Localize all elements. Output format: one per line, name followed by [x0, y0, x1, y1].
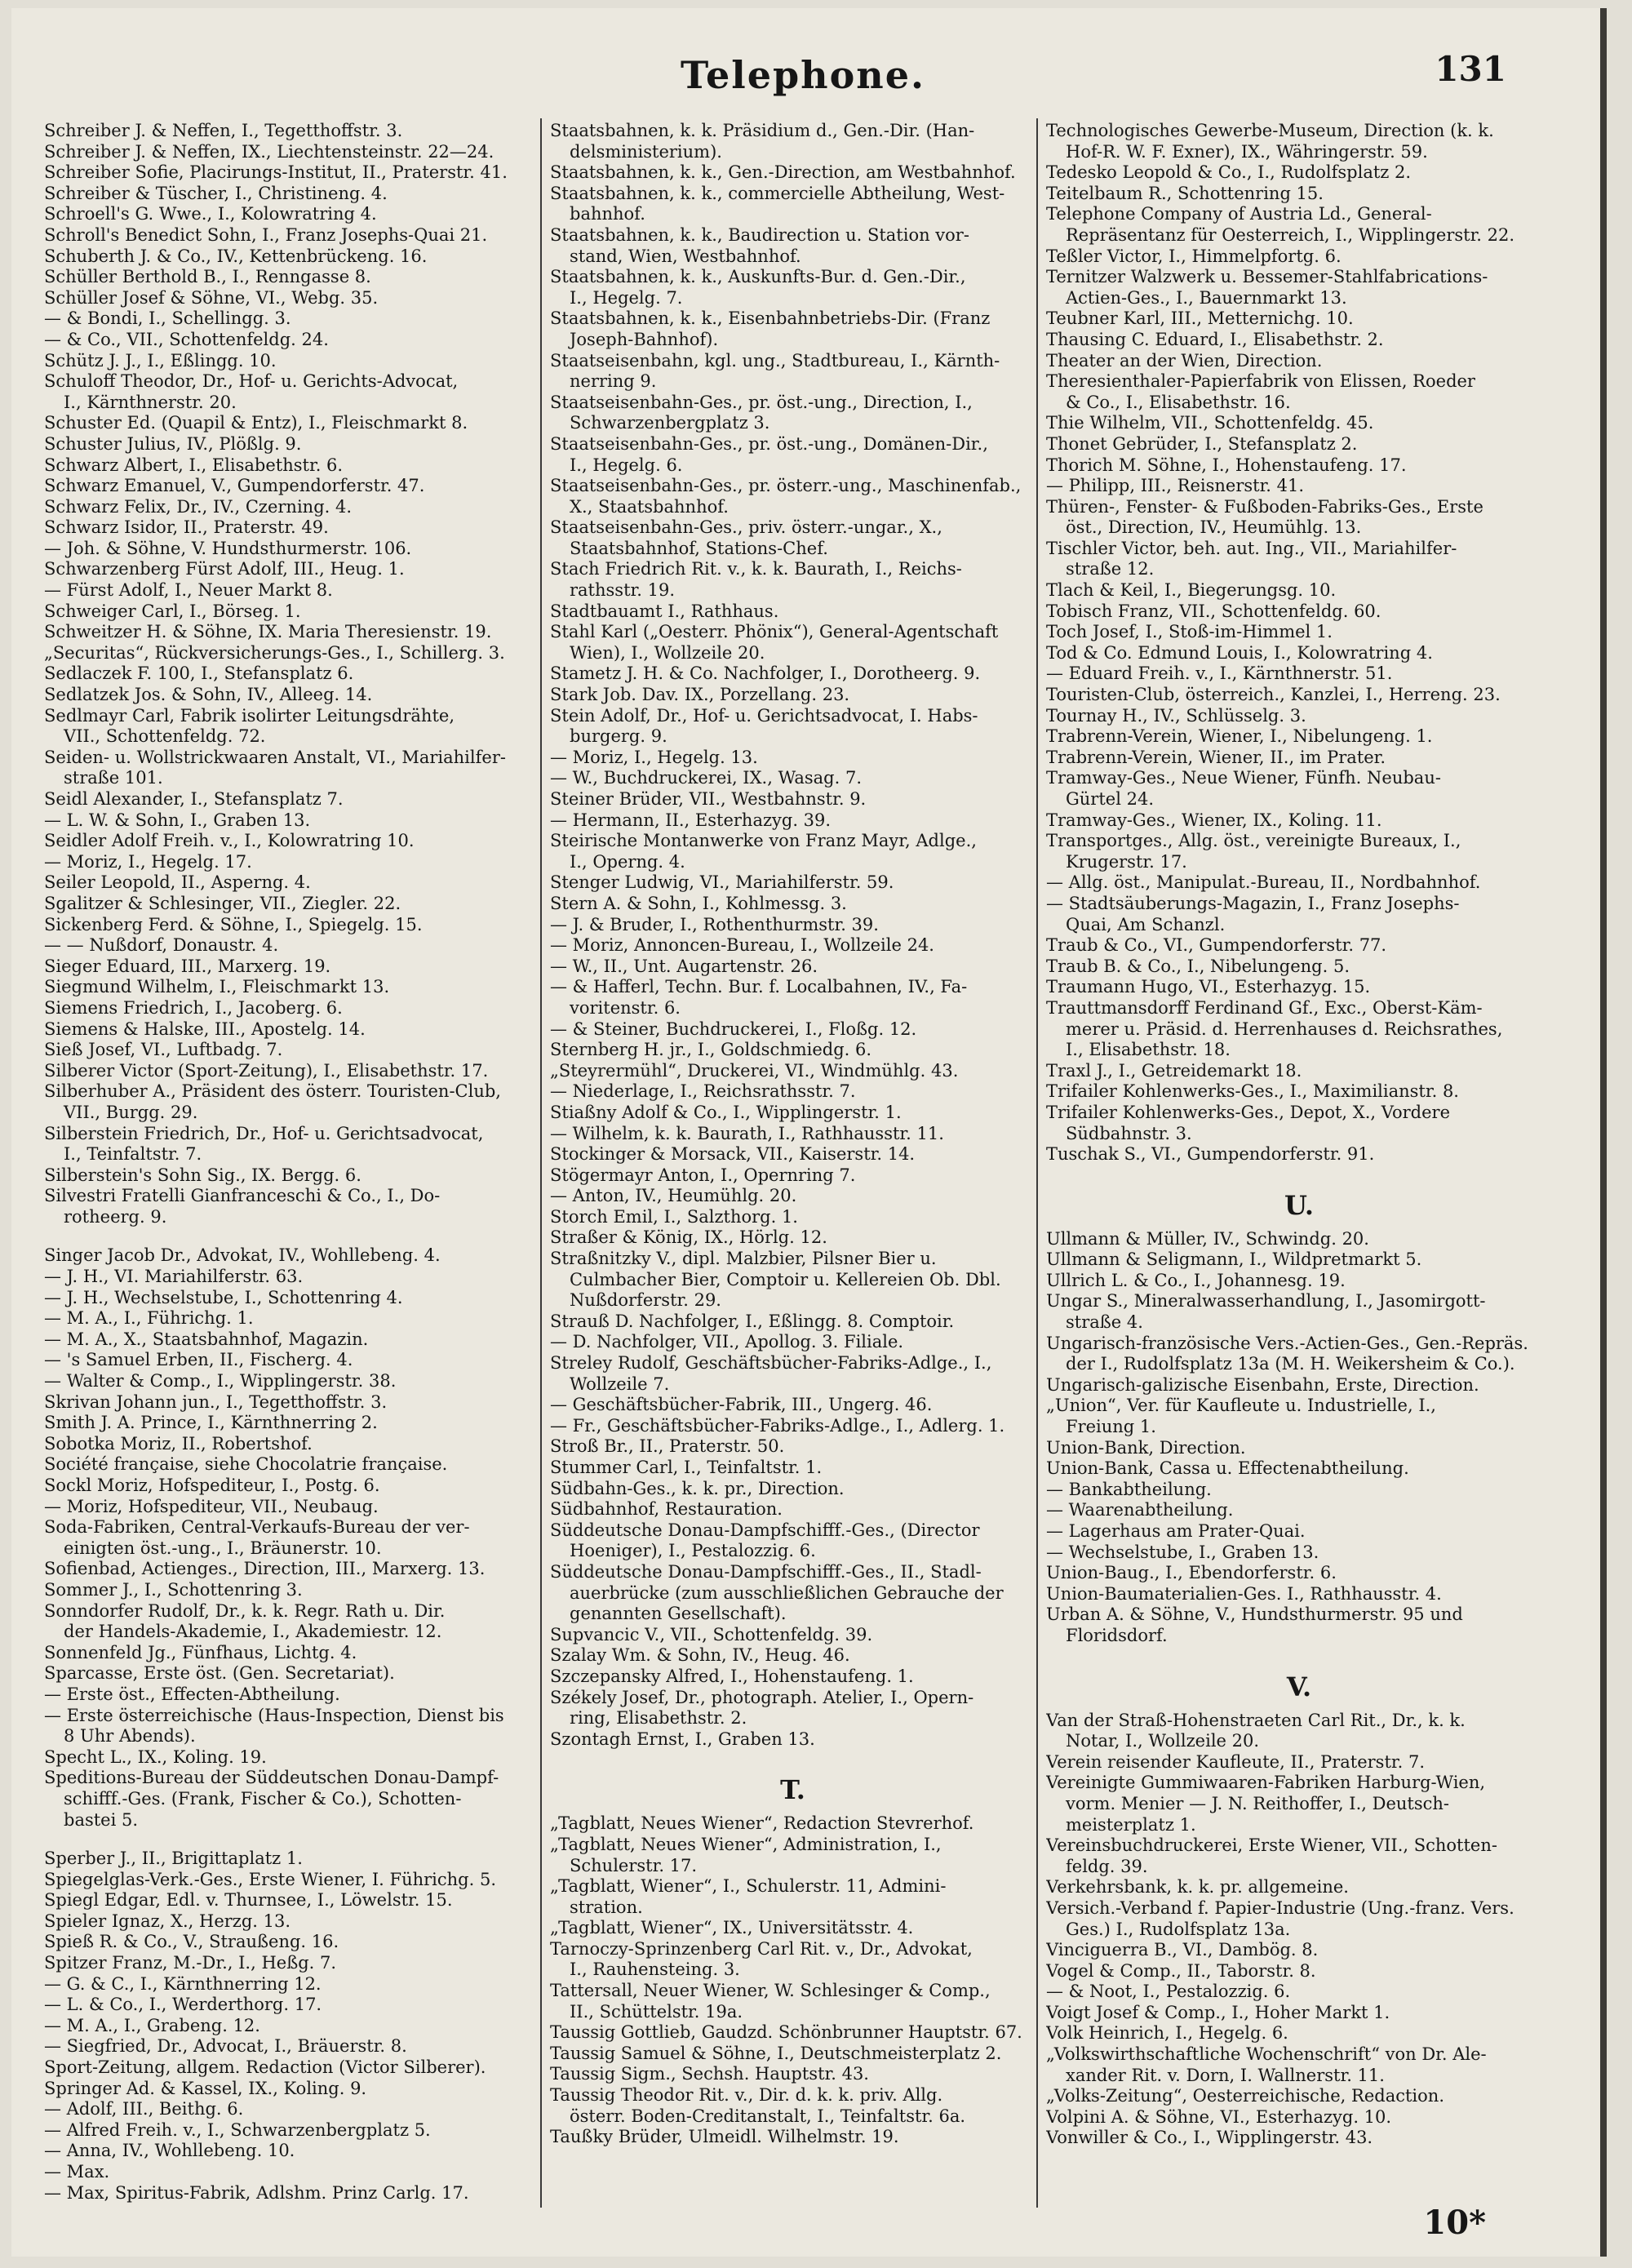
- directory-entry: Schwarz Felix, Dr., IV., Czerning. 4.: [44, 496, 353, 517]
- directory-entry: Teitelbaum R., Schottenring 15.: [1046, 183, 1324, 203]
- directory-entry: — Max.: [44, 2162, 110, 2181]
- directory-entry: Süddeutsche Donau-Dampfschifff.-Ges., II., Stadl-: [550, 1561, 982, 1582]
- directory-entry: Taussig Sigm., Sechsh. Hauptstr. 43.: [550, 2064, 869, 2084]
- entry-continuation: 8 Uhr Abends).: [64, 1726, 196, 1746]
- signature-mark: 10*: [1423, 2204, 1486, 2242]
- directory-entry: „Union“, Ver. für Kaufleute u. Industrielle, I.,: [1046, 1396, 1436, 1416]
- directory-entry: Ternitzer Walzwerk u. Bessemer-Stahlfabrications-: [1046, 267, 1488, 287]
- directory-entry: Tobisch Franz, VII., Schottenfeldg. 60.: [1046, 601, 1381, 621]
- directory-entry: — & Bondi, I., Schellingg. 3.: [44, 308, 291, 329]
- directory-entry: Thüren-, Fenster- & Fußboden-Fabriks-Ges., Erste: [1046, 496, 1483, 517]
- entry-continuation: bahnhof.: [570, 204, 645, 224]
- directory-entry: Stögermayr Anton, I., Opernring 7.: [550, 1165, 856, 1185]
- directory-entry: Sonnenfeld Jg., Fünfhaus, Lichtg. 4.: [44, 1642, 357, 1662]
- directory-entry: Theater an der Wien, Direction.: [1046, 350, 1323, 371]
- entry-continuation: Joseph-Bahnhof).: [570, 329, 719, 349]
- entry-continuation: öst., Direction, IV., Heumühlg. 13.: [1066, 517, 1362, 538]
- directory-entry: Staatseisenbahn-Ges., pr. öst.-ung., Domänen-Dir.,: [550, 433, 988, 454]
- entry-continuation: I., Rauhensteing. 3.: [570, 1960, 740, 1980]
- directory-entry: — Bankabtheilung.: [1046, 1479, 1212, 1499]
- directory-entry: Schweiger Carl, I., Börseg. 1.: [44, 601, 301, 621]
- entry-continuation: Floridsdorf.: [1066, 1625, 1168, 1645]
- section-letter: V.: [1286, 1671, 1312, 1702]
- directory-entry: Volk Heinrich, I., Hegelg. 6.: [1046, 2023, 1288, 2044]
- directory-page: [11, 8, 1607, 2257]
- directory-entry: Spieß R. & Co., V., Straußeng. 16.: [44, 1932, 339, 1952]
- entry-continuation: delsministerium).: [570, 141, 722, 162]
- entry-continuation: Hof-R. W. F. Exner), IX., Währingerstr. 59.: [1066, 141, 1428, 162]
- directory-entry: Schüller Josef & Söhne, VI., Webg. 35.: [44, 287, 379, 308]
- directory-entry: — Wechselstube, I., Graben 13.: [1046, 1542, 1319, 1562]
- directory-entry: Schwarz Albert, I., Elisabethstr. 6.: [44, 455, 344, 475]
- directory-entry: — & Noot, I., Pestalozzig. 6.: [1046, 1982, 1291, 2002]
- directory-entry: — M. A., I., Führichg. 1.: [44, 1308, 254, 1329]
- directory-entry: Südbahnhof, Restauration.: [550, 1499, 783, 1520]
- entry-continuation: vorm. Menier — J. N. Reithoffer, I., Deutsch-: [1066, 1793, 1450, 1813]
- directory-entry: Spiegl Edgar, Edl. v. Thurnsee, I., Löwelstr. 15.: [44, 1890, 453, 1911]
- entry-continuation: Hoeniger), I., Pestalozzig. 6.: [570, 1541, 816, 1561]
- directory-entry: Tlach & Keil, I., Biegerungsg. 10.: [1046, 580, 1337, 601]
- entry-continuation: II., Schüttelstr. 19a.: [570, 2001, 743, 2022]
- directory-entry: „Volkswirthschaftliche Wochenschrift“ von Dr. Ale-: [1046, 2044, 1487, 2065]
- entry-continuation: Nußdorferstr. 29.: [570, 1290, 721, 1311]
- entry-continuation: I., Hegelg. 7.: [570, 287, 683, 308]
- directory-entry: Staatseisenbahn, kgl. ung., Stadtbureau, I., Kärnth-: [550, 350, 1000, 371]
- directory-entry: Theresienthaler-Papierfabrik von Elissen, Roeder: [1046, 371, 1475, 392]
- column-divider: [1036, 118, 1038, 2208]
- entry-continuation: Wollzeile 7.: [570, 1374, 670, 1394]
- directory-entry: Straßer & König, IX., Hörlg. 12.: [550, 1227, 827, 1248]
- directory-entry: Sedlmayr Carl, Fabrik isolirter Leitungsdrähte,: [44, 705, 455, 726]
- directory-entry: Szontagh Ernst, I., Graben 13.: [550, 1729, 815, 1749]
- directory-entry: — W., II., Unt. Augartenstr. 26.: [550, 956, 818, 976]
- directory-entry: Stockinger & Morsack, VII., Kaiserstr. 14.: [550, 1144, 916, 1165]
- entry-continuation: österr. Boden-Creditanstalt, I., Teinfaltstr. 6a.: [570, 2106, 966, 2126]
- directory-entry: — L. W. & Sohn, I., Graben 13.: [44, 810, 311, 830]
- directory-entry: Staatsbahnen, k. k., Eisenbahnbetriebs-Dir. (Franz: [550, 308, 991, 329]
- directory-entry: — Fürst Adolf, I., Neuer Markt 8.: [44, 580, 333, 601]
- directory-entry: Sedlaczek F. 100, I., Stefansplatz 6.: [44, 664, 354, 684]
- directory-entry: — Niederlage, I., Reichsrathsstr. 7.: [550, 1081, 856, 1102]
- entry-continuation: Quai, Am Schanzl.: [1066, 914, 1226, 934]
- directory-entry: Schwarzenberg Fürst Adolf, III., Heug. 1.: [44, 559, 405, 579]
- directory-entry: — L. & Co., I., Werderthorg. 17.: [44, 1995, 322, 2015]
- directory-entry: Traub & Co., VI., Gumpendorferstr. 77.: [1046, 935, 1387, 956]
- entry-continuation: Südbahnstr. 3.: [1066, 1123, 1192, 1143]
- directory-entry: Szczepansky Alfred, I., Hohenstaufeng. 1.: [550, 1666, 914, 1686]
- directory-entry: Vereinsbuchdruckerei, Erste Wiener, VII., Schotten-: [1046, 1835, 1497, 1856]
- directory-entry: Schuloff Theodor, Dr., Hof- u. Gerichts-Advocat,: [44, 371, 459, 392]
- directory-entry: Tattersall, Neuer Wiener, W. Schlesinger & Comp.,: [550, 1981, 991, 2001]
- directory-entry: Traumann Hugo, VI., Esterhazyg. 15.: [1046, 977, 1371, 997]
- directory-entry: Schreiber J. & Neffen, IX., Liechtensteinstr. 22—24.: [44, 141, 494, 162]
- directory-entry: Stametz J. H. & Co. Nachfolger, I., Dorotheerg. 9.: [550, 664, 981, 684]
- directory-entry: — Moriz, I., Hegelg. 13.: [550, 747, 758, 767]
- directory-entry: Toch Josef, I., Stoß-im-Himmel 1.: [1046, 622, 1333, 642]
- directory-entry: Ullrich L. & Co., I., Johannesg. 19.: [1046, 1270, 1346, 1290]
- directory-entry: Spiegelglas-Verk.-Ges., Erste Wiener, I. Führichg. 5.: [44, 1869, 497, 1889]
- column-2: [550, 121, 1036, 2148]
- directory-entry: Schwarz Isidor, II., Praterstr. 49.: [44, 517, 329, 538]
- directory-entry: Société française, siehe Chocolatrie française.: [44, 1454, 448, 1475]
- directory-entry: Vogel & Comp., II., Taborstr. 8.: [1046, 1960, 1316, 1981]
- directory-entry: Vereinigte Gummiwaaren-Fabriken Harburg-Wien,: [1046, 1773, 1486, 1793]
- directory-entry: Thie Wilhelm, VII., Schottenfeldg. 45.: [1046, 413, 1374, 433]
- entry-continuation: I., Teinfaltstr. 7.: [64, 1144, 202, 1165]
- directory-entry: Székely Josef, Dr., photograph. Atelier, I., Opern-: [550, 1687, 974, 1707]
- page-number: 131: [1435, 49, 1506, 89]
- directory-entry: Silberer Victor (Sport-Zeitung), I., Elisabethstr. 17.: [44, 1060, 489, 1081]
- directory-entry: Tedesko Leopold & Co., I., Rudolfsplatz 2.: [1046, 162, 1412, 183]
- directory-entry: Transportges., Allg. öst., vereinigte Bureaux, I.,: [1046, 831, 1461, 851]
- directory-entry: Schreiber & Tüscher, I., Christineng. 4.: [44, 183, 388, 203]
- entry-continuation: merer u. Präsid. d. Herrenhauses d. Reichsrathes,: [1066, 1019, 1503, 1039]
- directory-entry: Union-Bank, Direction.: [1046, 1437, 1246, 1458]
- directory-entry: Soda-Fabriken, Central-Verkaufs-Bureau der ver-: [44, 1517, 470, 1538]
- directory-entry: Szalay Wm. & Sohn, IV., Heug. 46.: [550, 1645, 850, 1666]
- column-divider: [540, 118, 542, 2208]
- directory-entry: Tod & Co. Edmund Louis, I., Kolowratring 4.: [1046, 642, 1433, 663]
- directory-entry: Touristen-Club, österreich., Kanzlei, I., Herreng. 23.: [1046, 685, 1501, 705]
- entry-continuation: Notar, I., Wollzeile 20.: [1066, 1731, 1260, 1751]
- directory-entry: Tuschak S., VI., Gumpendorferstr. 91.: [1046, 1144, 1375, 1165]
- directory-entry: Staatseisenbahn-Ges., pr. österr.-ung., Maschinenfab.,: [550, 476, 1022, 496]
- directory-entry: Staatseisenbahn-Ges., priv. österr.-ungar., X.,: [550, 517, 942, 538]
- entry-continuation: I., Elisabethstr. 18.: [1066, 1040, 1231, 1060]
- directory-entry: — Philipp, III., Reisnerstr. 41.: [1046, 476, 1305, 496]
- entry-continuation: rotheerg. 9.: [64, 1206, 167, 1227]
- directory-entry: — Anna, IV., Wohllebeng. 10.: [44, 2141, 295, 2161]
- directory-entry: Teßler Victor, I., Himmelpfortg. 6.: [1046, 246, 1342, 266]
- directory-entry: Taussig Gottlieb, Gaudzd. Schönbrunner Hauptstr. 67.: [550, 2022, 1022, 2043]
- entry-continuation: Repräsentanz für Oesterreich, I., Wipplingerstr. 22.: [1066, 224, 1515, 245]
- directory-entry: Trauttmansdorff Ferdinand Gf., Exc., Oberst-Käm-: [1046, 997, 1483, 1018]
- directory-entry: Schweitzer H. & Söhne, IX. Maria Theresienstr. 19.: [44, 622, 492, 642]
- directory-entry: Traxl J., I., Getreidemarkt 18.: [1046, 1060, 1302, 1081]
- directory-entry: Staatsbahnen, k. k., Gen.-Direction, am Westbahnhof.: [550, 162, 1016, 183]
- directory-entry: Sport-Zeitung, allgem. Redaction (Victor Silberer).: [44, 2057, 486, 2078]
- directory-entry: Spieler Ignaz, X., Herzg. 13.: [44, 1911, 291, 1931]
- directory-entry: Silberhuber A., Präsident des österr. Touristen-Club,: [44, 1081, 501, 1102]
- directory-entry: — Wilhelm, k. k. Baurath, I., Rathhausstr. 11.: [550, 1123, 944, 1143]
- entry-continuation: VII., Schottenfeldg. 72.: [64, 726, 266, 747]
- spacer: [44, 1831, 530, 1849]
- directory-entry: Ungar S., Mineralwasserhandlung, I., Jasomirgott-: [1046, 1291, 1486, 1312]
- directory-entry: — Moriz, I., Hegelg. 17.: [44, 851, 252, 872]
- directory-entry: — Alfred Freih. v., I., Schwarzenbergplatz 5.: [44, 2119, 431, 2140]
- directory-entry: Sieß Josef, VI., Luftbadg. 7.: [44, 1040, 283, 1060]
- column-3: [1046, 121, 1552, 2149]
- directory-entry: Skrivan Johann jun., I., Tegetthoffstr. 3.: [44, 1391, 388, 1412]
- directory-entry: — — Nußdorf, Donaustr. 4.: [44, 935, 279, 956]
- directory-entry: Seiden- u. Wollstrickwaaren Anstalt, VI., Mariahilfer-: [44, 747, 506, 767]
- directory-entry: — Siegfried, Dr., Advocat, I., Bräuerstr. 8.: [44, 2036, 407, 2057]
- directory-entry: Stiaßny Adolf & Co., I., Wipplingerstr. 1.: [550, 1102, 902, 1122]
- entry-continuation: voritenstr. 6.: [570, 997, 681, 1018]
- directory-entry: — & Steiner, Buchdruckerei, I., Floßg. 12.: [550, 1019, 917, 1039]
- column-1: [44, 121, 530, 2204]
- directory-entry: Straßnitzky V., dipl. Malzbier, Pilsner Bier u.: [550, 1249, 937, 1269]
- directory-entry: — M. A., I., Grabeng. 12.: [44, 2015, 260, 2035]
- directory-entry: — Hermann, II., Esterhazyg. 39.: [550, 810, 832, 830]
- directory-entry: Stadtbauamt I., Rathhaus.: [550, 601, 779, 621]
- entry-continuation: VII., Burgg. 29.: [64, 1102, 198, 1122]
- entry-continuation: I., Operng. 4.: [570, 851, 685, 872]
- directory-entry: Supvancic V., VII., Schottenfeldg. 39.: [550, 1624, 873, 1644]
- directory-entry: „Volks-Zeitung“, Oesterreichische, Redaction.: [1046, 2086, 1444, 2106]
- directory-entry: Taussig Theodor Rit. v., Dir. d. k. k. priv. Allg.: [550, 2085, 943, 2106]
- entry-continuation: ring, Elisabethstr. 2.: [570, 1708, 747, 1729]
- entry-continuation: X., Staatsbahnhof.: [570, 496, 729, 517]
- directory-entry: — Walter & Comp., I., Wipplingerstr. 38.: [44, 1371, 397, 1391]
- directory-entry: Storch Emil, I., Salzthorg. 1.: [550, 1206, 798, 1227]
- directory-entry: Sperber J., II., Brigittaplatz 1.: [44, 1849, 303, 1869]
- directory-entry: Südbahn-Ges., k. k. pr., Direction.: [550, 1478, 845, 1498]
- entry-continuation: I., Hegelg. 6.: [570, 455, 683, 475]
- directory-entry: Schroll's Benedict Sohn, I., Franz Josephs-Quai 21.: [44, 224, 488, 245]
- directory-entry: Ungarisch-französische Vers.-Actien-Ges., Gen.-Repräs.: [1046, 1333, 1528, 1353]
- directory-entry: — Anton, IV., Heumühlg. 20.: [550, 1186, 797, 1206]
- directory-entry: Steirische Montanwerke von Franz Mayr, Adlge.,: [550, 831, 977, 851]
- directory-entry: Siemens & Halske, III., Apostelg. 14.: [44, 1019, 366, 1039]
- entry-continuation: Freiung 1.: [1066, 1417, 1156, 1437]
- directory-entry: — J. & Bruder, I., Rothenthurmstr. 39.: [550, 914, 879, 934]
- directory-entry: Telephone Company of Austria Ld., General-: [1046, 204, 1432, 224]
- directory-entry: Schüller Berthold B., I., Renngasse 8.: [44, 267, 371, 287]
- directory-entry: Union-Baug., I., Ebendorferstr. 6.: [1046, 1563, 1337, 1583]
- directory-entry: Staatsbahnen, k. k. Präsidium d., Gen.-Dir. (Han-: [550, 121, 975, 140]
- directory-entry: Stach Friedrich Rit. v., k. k. Baurath, I., Reichs-: [550, 559, 962, 579]
- directory-entry: Trifailer Kohlenwerks-Ges., Depot, X., Vordere: [1046, 1102, 1451, 1122]
- directory-entry: Thausing C. Eduard, I., Elisabethstr. 2.: [1046, 329, 1384, 349]
- entry-continuation: straße 12.: [1066, 559, 1155, 579]
- directory-entry: Stark Job. Dav. IX., Porzellang. 23.: [550, 685, 850, 705]
- directory-entry: — M. A., X., Staatsbahnhof, Magazin.: [44, 1329, 369, 1349]
- directory-entry: — & Co., VII., Schottenfeldg. 24.: [44, 329, 329, 349]
- directory-entry: Specht L., IX., Koling. 19.: [44, 1746, 267, 1767]
- directory-entry: „Tagblatt, Neues Wiener“, Administration, I.,: [550, 1834, 942, 1854]
- directory-entry: — W., Buchdruckerei, IX., Wasag. 7.: [550, 768, 862, 788]
- directory-entry: „Tagblatt, Wiener“, I., Schulerstr. 11, Admini-: [550, 1876, 947, 1897]
- directory-entry: — J. H., VI. Mariahilferstr. 63.: [44, 1267, 304, 1287]
- directory-entry: Stein Adolf, Dr., Hof- u. Gerichtsadvocat, I. Habs-: [550, 705, 978, 726]
- directory-entry: Ullmann & Müller, IV., Schwindg. 20.: [1046, 1228, 1369, 1249]
- directory-entry: „Securitas“, Rückversicherungs-Ges., I., Schillerg. 3.: [44, 642, 505, 663]
- directory-entry: — Moriz, Annoncen-Bureau, I., Wollzeile 24.: [550, 935, 934, 956]
- entry-continuation: bastei 5.: [64, 1809, 139, 1830]
- directory-entry: Sedlatzek Jos. & Sohn, IV., Alleeg. 14.: [44, 685, 373, 705]
- directory-entry: Stenger Ludwig, VI., Mariahilferstr. 59.: [550, 872, 894, 893]
- directory-entry: Schuster Ed. (Quapil & Entz), I., Fleischmarkt 8.: [44, 413, 468, 433]
- directory-entry: Tramway-Ges., Wiener, IX., Koling. 11.: [1046, 810, 1382, 830]
- directory-entry: Staatsbahnen, k. k., Baudirection u. Station vor-: [550, 224, 969, 245]
- directory-entry: Stern A. & Sohn, I., Kohlmessg. 3.: [550, 893, 847, 913]
- directory-entry: — Joh. & Söhne, V. Hundsthurmerstr. 106.: [44, 538, 412, 558]
- directory-entry: Silvestri Fratelli Gianfranceschi & Co., I., Do-: [44, 1186, 441, 1206]
- directory-entry: Sgalitzer & Schlesinger, VII., Ziegler. 22.: [44, 893, 401, 913]
- entry-continuation: schifff.-Ges. (Frank, Fischer & Co.), Schotten-: [64, 1788, 462, 1809]
- entry-continuation: I., Kärnthnerstr. 20.: [64, 392, 237, 412]
- directory-entry: Seiler Leopold, II., Asperng. 4.: [44, 872, 311, 893]
- directory-entry: Union-Bank, Cassa u. Effectenabtheilung.: [1046, 1458, 1409, 1479]
- directory-entry: Stroß Br., II., Praterstr. 50.: [550, 1436, 785, 1457]
- directory-entry: Silberstein's Sohn Sig., IX. Bergg. 6.: [44, 1165, 361, 1185]
- directory-entry: Technologisches Gewerbe-Museum, Direction (k. k.: [1046, 121, 1494, 140]
- entry-continuation: Gürtel 24.: [1066, 789, 1154, 809]
- directory-entry: Streley Rudolf, Geschäftsbücher-Fabriks-Adlge., I.,: [550, 1353, 992, 1374]
- directory-entry: Staatseisenbahn-Ges., pr. öst.-ung., Direction, I.,: [550, 392, 973, 412]
- directory-entry: Sieger Eduard, III., Marxerg. 19.: [44, 956, 331, 976]
- directory-entry: Seidl Alexander, I., Stefansplatz 7.: [44, 789, 344, 809]
- entry-continuation: der Handels-Akademie, I., Akademiestr. 12.: [64, 1622, 442, 1642]
- directory-entry: Thorich M. Söhne, I., Hohenstaufeng. 17.: [1046, 455, 1407, 475]
- directory-entry: Urban A. & Söhne, V., Hundsthurmerstr. 95 und: [1046, 1604, 1463, 1625]
- entry-continuation: feldg. 39.: [1066, 1856, 1148, 1876]
- entry-continuation: stand, Wien, Westbahnhof.: [570, 246, 801, 266]
- entry-continuation: genannten Gesellschaft).: [570, 1604, 787, 1624]
- entry-continuation: auerbrücke (zum ausschließlichen Gebrauche der: [570, 1582, 1004, 1603]
- directory-entry: Trabrenn-Verein, Wiener, II., im Prater.: [1046, 747, 1386, 767]
- directory-entry: Spitzer Franz, M.-Dr., I., Heßg. 7.: [44, 1953, 337, 1973]
- entry-continuation: burgerg. 9.: [570, 726, 667, 747]
- directory-entry: Schütz J. J., I., Eßlingg. 10.: [44, 350, 277, 371]
- directory-entry: Siegmund Wilhelm, I., Fleischmarkt 13.: [44, 977, 390, 997]
- directory-entry: Verkehrsbank, k. k. pr. allgemeine.: [1046, 1877, 1349, 1897]
- directory-entry: Volpini A. & Söhne, VI., Esterhazyg. 10.: [1046, 2106, 1392, 2127]
- directory-entry: — 's Samuel Erben, II., Fischerg. 4.: [44, 1350, 353, 1370]
- directory-entry: Staatsbahnen, k. k., Auskunfts-Bur. d. Gen.-Dir.,: [550, 267, 966, 287]
- directory-entry: Schreiber Sofie, Placirungs-Institut, II., Praterstr. 41.: [44, 162, 508, 183]
- directory-entry: Sommer J., I., Schottenring 3.: [44, 1579, 303, 1600]
- directory-entry: Sparcasse, Erste öst. (Gen. Secretariat).: [44, 1663, 395, 1684]
- directory-entry: — Waarenabtheilung.: [1046, 1500, 1234, 1520]
- directory-entry: Verein reisender Kaufleute, II., Praterstr. 7.: [1046, 1751, 1425, 1772]
- directory-entry: Schuberth J. & Co., IV., Kettenbrückeng. 16.: [44, 246, 428, 266]
- directory-entry: Schroell's G. Wwe., I., Kolowratring 4.: [44, 204, 377, 224]
- directory-entry: Versich.-Verband f. Papier-Industrie (Ung.-franz. Vers.: [1046, 1897, 1514, 1918]
- directory-entry: Trabrenn-Verein, Wiener, I., Nibelungeng. 1.: [1046, 726, 1433, 747]
- directory-entry: Traub B. & Co., I., Nibelungeng. 5.: [1046, 956, 1350, 976]
- directory-entry: Sockl Moriz, Hofspediteur, I., Postg. 6.: [44, 1476, 380, 1495]
- directory-entry: Smith J. A. Prince, I., Kärnthnerring 2.: [44, 1413, 378, 1433]
- entry-continuation: der I., Rudolfsplatz 13a (M. H. Weikersheim & Co.).: [1066, 1354, 1515, 1374]
- directory-entry: Taußky Brüder, Ulmeidl. Wilhelmstr. 19.: [550, 2127, 899, 2147]
- entry-continuation: stration.: [570, 1897, 643, 1917]
- directory-entry: Schwarz Emanuel, V., Gumpendorferstr. 47.: [44, 476, 425, 496]
- directory-entry: Sofienbad, Actienges., Direction, III., Marxerg. 13.: [44, 1559, 486, 1579]
- entry-continuation: Schwarzenbergplatz 3.: [570, 413, 770, 433]
- entry-continuation: Actien-Ges., I., Bauernmarkt 13.: [1066, 287, 1347, 308]
- entry-continuation: straße 4.: [1066, 1312, 1143, 1333]
- section-letter: U.: [1284, 1189, 1315, 1221]
- entry-continuation: rathsstr. 19.: [570, 580, 675, 601]
- directory-entry: Tournay H., IV., Schlüsselg. 3.: [1046, 705, 1306, 726]
- directory-entry: „Tagblatt, Neues Wiener“, Redaction Stevrerhof.: [550, 1813, 974, 1834]
- directory-entry: „Tagblatt, Wiener“, IX., Universitätsstr. 4.: [550, 1918, 914, 1938]
- entry-continuation: Schulerstr. 17.: [570, 1855, 698, 1875]
- directory-entry: Schreiber J. & Neffen, I., Tegetthoffstr. 3.: [44, 121, 403, 140]
- directory-entry: — Stadtsäuberungs-Magazin, I., Franz Josephs-: [1046, 893, 1460, 913]
- directory-entry: — Eduard Freih. v., I., Kärnthnerstr. 51.: [1046, 664, 1393, 684]
- entry-continuation: xander Rit. v. Dorn, I. Wallnerstr. 11.: [1066, 2065, 1385, 2085]
- directory-entry: — Adolf, III., Beithg. 6.: [44, 2099, 244, 2119]
- page-title: Telephone.: [681, 53, 925, 97]
- directory-entry: Strauß D. Nachfolger, I., Eßlingg. 8. Comptoir.: [550, 1311, 955, 1331]
- spacer: [44, 1227, 530, 1245]
- directory-entry: Speditions-Bureau der Süddeutschen Donau-Dampf-: [44, 1768, 499, 1788]
- entry-continuation: & Co., I., Elisabethstr. 16.: [1066, 392, 1291, 412]
- directory-entry: Seidler Adolf Freih. v., I., Kolowratring 10.: [44, 831, 415, 851]
- entry-continuation: Culmbacher Bier, Comptoir u. Kellereien Ob. Dbl.: [570, 1269, 1001, 1289]
- entry-continuation: straße 101.: [64, 768, 163, 788]
- directory-entry: Union-Baumaterialien-Ges. I., Rathhausstr. 4.: [1046, 1583, 1442, 1604]
- directory-entry: — Erste österreichische (Haus-Inspection, Dienst bis: [44, 1705, 504, 1725]
- directory-entry: Singer Jacob Dr., Advokat, IV., Wohllebeng. 4.: [44, 1245, 441, 1266]
- entry-continuation: meisterplatz 1.: [1066, 1814, 1196, 1835]
- directory-entry: Van der Straß-Hohenstraeten Carl Rit., Dr., k. k.: [1046, 1710, 1466, 1730]
- entry-continuation: Staatsbahnhof, Stations-Chef.: [570, 538, 828, 558]
- directory-entry: Trifailer Kohlenwerks-Ges., I., Maximilianstr. 8.: [1046, 1081, 1459, 1102]
- directory-entry: Stahl Karl („Oesterr. Phönix“), General-Agentschaft: [550, 622, 999, 642]
- directory-entry: Schuster Julius, IV., Plößlg. 9.: [44, 433, 302, 454]
- directory-entry: Silberstein Friedrich, Dr., Hof- u. Gerichtsadvocat,: [44, 1123, 484, 1143]
- directory-entry: Sickenberg Ferd. & Söhne, I., Spiegelg. 15.: [44, 914, 423, 934]
- directory-entry: — Fr., Geschäftsbücher-Fabriks-Adlge., I., Adlerg. 1.: [550, 1415, 1005, 1436]
- directory-entry: Ullmann & Seligmann, I., Wildpretmarkt 5.: [1046, 1249, 1422, 1270]
- directory-entry: — Moriz, Hofspediteur, VII., Neubaug.: [44, 1496, 379, 1516]
- directory-entry: — D. Nachfolger, VII., Apollog. 3. Filiale.: [550, 1332, 904, 1352]
- entry-continuation: einigten öst.-ung., I., Bräunerstr. 10.: [64, 1538, 382, 1558]
- directory-entry: Thonet Gebrüder, I., Stefansplatz 2.: [1046, 433, 1358, 454]
- directory-entry: Sternberg H. jr., I., Goldschmiedg. 6.: [550, 1040, 872, 1060]
- directory-entry: Tarnoczy-Sprinzenberg Carl Rit. v., Dr., Advokat,: [550, 1938, 973, 1959]
- entry-continuation: Krugerstr. 17.: [1066, 851, 1187, 872]
- directory-entry: Tramway-Ges., Neue Wiener, Fünfh. Neubau-: [1046, 768, 1441, 788]
- directory-entry: — Erste öst., Effecten-Abtheilung.: [44, 1684, 340, 1704]
- directory-entry: Ungarisch-galizische Eisenbahn, Erste, Direction.: [1046, 1374, 1479, 1395]
- section-letter: T.: [780, 1774, 805, 1806]
- directory-entry: Vinciguerra B., VI., Dambög. 8.: [1046, 1940, 1319, 1960]
- directory-entry: Steiner Brüder, VII., Westbahnstr. 9.: [550, 789, 867, 809]
- directory-entry: — G. & C., I., Kärnthnerring 12.: [44, 1973, 322, 1994]
- directory-entry: Vonwiller & Co., I., Wipplingerstr. 43.: [1046, 2128, 1373, 2148]
- directory-entry: — Lagerhaus am Prater-Quai.: [1046, 1521, 1306, 1541]
- directory-entry: Teubner Karl, III., Metternichg. 10.: [1046, 308, 1354, 329]
- directory-entry: Sobotka Moriz, II., Robertshof.: [44, 1433, 313, 1454]
- directory-entry: Tischler Victor, beh. aut. Ing., VII., Mariahilfer-: [1046, 538, 1457, 558]
- directory-entry: — Allg. öst., Manipulat.-Bureau, II., Nordbahnhof.: [1046, 872, 1481, 893]
- directory-entry: Staatsbahnen, k. k., commercielle Abtheilung, West-: [550, 183, 1005, 203]
- directory-entry: — & Hafferl, Techn. Bur. f. Localbahnen, IV., Fa-: [550, 977, 968, 997]
- directory-entry: — Max, Spiritus-Fabrik, Adlshm. Prinz Carlg. 17.: [44, 2182, 469, 2203]
- directory-entry: Taussig Samuel & Söhne, I., Deutschmeisterplatz 2.: [550, 2043, 1002, 2063]
- entry-continuation: Wien), I., Wollzeile 20.: [570, 642, 765, 663]
- directory-entry: Stummer Carl, I., Teinfaltstr. 1.: [550, 1458, 823, 1477]
- directory-entry: Springer Ad. & Kassel, IX., Koling. 9.: [44, 2078, 367, 2098]
- directory-entry: — Geschäftsbücher-Fabrik, III., Ungerg. 46.: [550, 1395, 933, 1415]
- entry-continuation: nerring 9.: [570, 371, 657, 392]
- directory-entry: Siemens Friedrich, I., Jacoberg. 6.: [44, 997, 343, 1018]
- directory-entry: Sonndorfer Rudolf, Dr., k. k. Regr. Rath u. Dir.: [44, 1600, 446, 1621]
- directory-entry: Voigt Josef & Comp., I., Hoher Markt 1.: [1046, 2002, 1390, 2022]
- directory-entry: Süddeutsche Donau-Dampfschifff.-Ges., (Director: [550, 1520, 980, 1540]
- directory-entry: „Steyrermühl“, Druckerei, VI., Windmühlg. 43.: [550, 1060, 959, 1081]
- directory-entry: — J. H., Wechselstube, I., Schottenring 4.: [44, 1287, 403, 1307]
- entry-continuation: Ges.) I., Rudolfsplatz 13a.: [1066, 1919, 1291, 1939]
